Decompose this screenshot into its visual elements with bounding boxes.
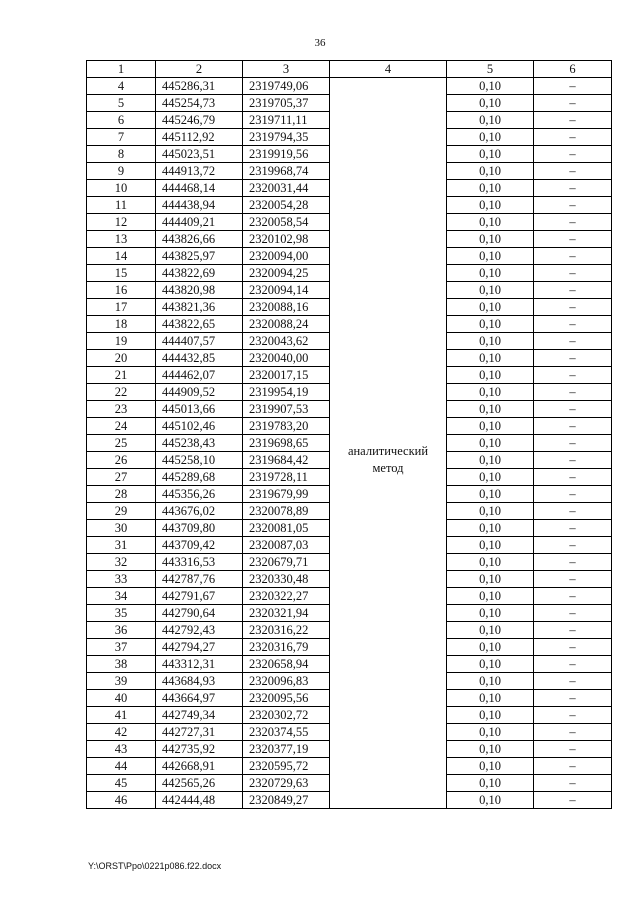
note-cell: – xyxy=(534,435,612,452)
y-coordinate-cell: 2320058,54 xyxy=(243,214,330,231)
note-cell: – xyxy=(534,282,612,299)
point-number-cell: 33 xyxy=(87,571,156,588)
accuracy-cell: 0,10 xyxy=(447,146,534,163)
x-coordinate-cell: 442565,26 xyxy=(156,775,243,792)
x-coordinate-cell: 443664,97 xyxy=(156,690,243,707)
accuracy-cell: 0,10 xyxy=(447,95,534,112)
footer-file-path: Y:\ORST\Ppo\0221p086.f22.docx xyxy=(88,861,222,871)
y-coordinate-cell: 2319711,11 xyxy=(243,112,330,129)
y-coordinate-cell: 2320096,83 xyxy=(243,673,330,690)
point-number-cell: 43 xyxy=(87,741,156,758)
point-number-cell: 42 xyxy=(87,724,156,741)
x-coordinate-cell: 445254,73 xyxy=(156,95,243,112)
y-coordinate-cell: 2320088,16 xyxy=(243,299,330,316)
x-coordinate-cell: 444409,21 xyxy=(156,214,243,231)
x-coordinate-cell: 444909,52 xyxy=(156,384,243,401)
accuracy-cell: 0,10 xyxy=(447,741,534,758)
note-cell: – xyxy=(534,537,612,554)
x-coordinate-cell: 445289,68 xyxy=(156,469,243,486)
y-coordinate-cell: 2320081,05 xyxy=(243,520,330,537)
note-cell: – xyxy=(534,503,612,520)
x-coordinate-cell: 444468,14 xyxy=(156,180,243,197)
note-cell: – xyxy=(534,775,612,792)
y-coordinate-cell: 2320102,98 xyxy=(243,231,330,248)
point-number-cell: 44 xyxy=(87,758,156,775)
note-cell: – xyxy=(534,384,612,401)
header-cell: 5 xyxy=(447,61,534,78)
y-coordinate-cell: 2320595,72 xyxy=(243,758,330,775)
note-cell: – xyxy=(534,129,612,146)
note-cell: – xyxy=(534,588,612,605)
accuracy-cell: 0,10 xyxy=(447,503,534,520)
point-number-cell: 45 xyxy=(87,775,156,792)
note-cell: – xyxy=(534,214,612,231)
x-coordinate-cell: 445013,66 xyxy=(156,401,243,418)
note-cell: – xyxy=(534,316,612,333)
point-number-cell: 17 xyxy=(87,299,156,316)
y-coordinate-cell: 2319919,56 xyxy=(243,146,330,163)
y-coordinate-cell: 2320322,27 xyxy=(243,588,330,605)
method-label-line: метод xyxy=(372,461,404,475)
point-number-cell: 8 xyxy=(87,146,156,163)
y-coordinate-cell: 2320658,94 xyxy=(243,656,330,673)
x-coordinate-cell: 443684,93 xyxy=(156,673,243,690)
accuracy-cell: 0,10 xyxy=(447,758,534,775)
y-coordinate-cell: 2320078,89 xyxy=(243,503,330,520)
point-number-cell: 41 xyxy=(87,707,156,724)
accuracy-cell: 0,10 xyxy=(447,129,534,146)
point-number-cell: 9 xyxy=(87,163,156,180)
note-cell: – xyxy=(534,78,612,95)
accuracy-cell: 0,10 xyxy=(447,112,534,129)
note-cell: – xyxy=(534,299,612,316)
y-coordinate-cell: 2320679,71 xyxy=(243,554,330,571)
method-cell xyxy=(330,78,447,809)
point-number-cell: 34 xyxy=(87,588,156,605)
x-coordinate-cell: 443822,69 xyxy=(156,265,243,282)
x-coordinate-cell: 444407,57 xyxy=(156,333,243,350)
note-cell: – xyxy=(534,741,612,758)
point-number-cell: 14 xyxy=(87,248,156,265)
x-coordinate-cell: 442727,31 xyxy=(156,724,243,741)
accuracy-cell: 0,10 xyxy=(447,299,534,316)
y-coordinate-cell: 2320321,94 xyxy=(243,605,330,622)
x-coordinate-cell: 444438,94 xyxy=(156,197,243,214)
y-coordinate-cell: 2320088,24 xyxy=(243,316,330,333)
accuracy-cell: 0,10 xyxy=(447,418,534,435)
point-number-cell: 35 xyxy=(87,605,156,622)
point-number-cell: 23 xyxy=(87,401,156,418)
y-coordinate-cell: 2320377,19 xyxy=(243,741,330,758)
accuracy-cell: 0,10 xyxy=(447,265,534,282)
header-cell: 4 xyxy=(330,61,447,78)
accuracy-cell: 0,10 xyxy=(447,690,534,707)
note-cell: – xyxy=(534,605,612,622)
x-coordinate-cell: 445238,43 xyxy=(156,435,243,452)
accuracy-cell: 0,10 xyxy=(447,520,534,537)
note-cell: – xyxy=(534,452,612,469)
accuracy-cell: 0,10 xyxy=(447,724,534,741)
y-coordinate-cell: 2319705,37 xyxy=(243,95,330,112)
note-cell: – xyxy=(534,248,612,265)
note-cell: – xyxy=(534,792,612,809)
note-cell: – xyxy=(534,554,612,571)
point-number-cell: 21 xyxy=(87,367,156,384)
point-number-cell: 28 xyxy=(87,486,156,503)
x-coordinate-cell: 443825,97 xyxy=(156,248,243,265)
note-cell: – xyxy=(534,367,612,384)
note-cell: – xyxy=(534,571,612,588)
y-coordinate-cell: 2320094,00 xyxy=(243,248,330,265)
method-label-line: аналитический xyxy=(347,444,429,458)
y-coordinate-cell: 2319728,11 xyxy=(243,469,330,486)
x-coordinate-cell: 445258,10 xyxy=(156,452,243,469)
point-number-cell: 18 xyxy=(87,316,156,333)
header-cell: 2 xyxy=(156,61,243,78)
note-cell: – xyxy=(534,401,612,418)
point-number-cell: 25 xyxy=(87,435,156,452)
note-cell: – xyxy=(534,180,612,197)
y-coordinate-cell: 2319698,65 xyxy=(243,435,330,452)
accuracy-cell: 0,10 xyxy=(447,486,534,503)
x-coordinate-cell: 443676,02 xyxy=(156,503,243,520)
accuracy-cell: 0,10 xyxy=(447,316,534,333)
point-number-cell: 24 xyxy=(87,418,156,435)
point-number-cell: 13 xyxy=(87,231,156,248)
header-cell: 6 xyxy=(534,61,612,78)
point-number-cell: 20 xyxy=(87,350,156,367)
x-coordinate-cell: 443826,66 xyxy=(156,231,243,248)
note-cell: – xyxy=(534,622,612,639)
y-coordinate-cell: 2319684,42 xyxy=(243,452,330,469)
point-number-cell: 40 xyxy=(87,690,156,707)
note-cell: – xyxy=(534,231,612,248)
note-cell: – xyxy=(534,95,612,112)
point-number-cell: 4 xyxy=(87,78,156,95)
y-coordinate-cell: 2320316,79 xyxy=(243,639,330,656)
accuracy-cell: 0,10 xyxy=(447,248,534,265)
x-coordinate-cell: 445246,79 xyxy=(156,112,243,129)
header-cell: 1 xyxy=(87,61,156,78)
x-coordinate-cell: 442668,91 xyxy=(156,758,243,775)
point-number-cell: 38 xyxy=(87,656,156,673)
note-cell: – xyxy=(534,418,612,435)
accuracy-cell: 0,10 xyxy=(447,435,534,452)
note-cell: – xyxy=(534,690,612,707)
note-cell: – xyxy=(534,146,612,163)
y-coordinate-cell: 2320087,03 xyxy=(243,537,330,554)
point-number-cell: 15 xyxy=(87,265,156,282)
x-coordinate-cell: 443822,65 xyxy=(156,316,243,333)
y-coordinate-cell: 2319968,74 xyxy=(243,163,330,180)
point-number-cell: 5 xyxy=(87,95,156,112)
accuracy-cell: 0,10 xyxy=(447,537,534,554)
accuracy-cell: 0,10 xyxy=(447,639,534,656)
page-number: 36 xyxy=(314,37,326,49)
y-coordinate-cell: 2319679,99 xyxy=(243,486,330,503)
x-coordinate-cell: 442790,64 xyxy=(156,605,243,622)
y-coordinate-cell: 2320095,56 xyxy=(243,690,330,707)
point-number-cell: 7 xyxy=(87,129,156,146)
point-number-cell: 6 xyxy=(87,112,156,129)
x-coordinate-cell: 445112,92 xyxy=(156,129,243,146)
point-number-cell: 19 xyxy=(87,333,156,350)
point-number-cell: 37 xyxy=(87,639,156,656)
note-cell: – xyxy=(534,707,612,724)
y-coordinate-cell: 2320094,14 xyxy=(243,282,330,299)
point-number-cell: 12 xyxy=(87,214,156,231)
y-coordinate-cell: 2320040,00 xyxy=(243,350,330,367)
accuracy-cell: 0,10 xyxy=(447,469,534,486)
point-number-cell: 27 xyxy=(87,469,156,486)
x-coordinate-cell: 445102,46 xyxy=(156,418,243,435)
point-number-cell: 32 xyxy=(87,554,156,571)
table-row xyxy=(87,78,612,95)
x-coordinate-cell: 442787,76 xyxy=(156,571,243,588)
accuracy-cell: 0,10 xyxy=(447,622,534,639)
point-number-cell: 22 xyxy=(87,384,156,401)
x-coordinate-cell: 443820,98 xyxy=(156,282,243,299)
x-coordinate-cell: 444432,85 xyxy=(156,350,243,367)
note-cell: – xyxy=(534,520,612,537)
note-cell: – xyxy=(534,656,612,673)
y-coordinate-cell: 2320316,22 xyxy=(243,622,330,639)
accuracy-cell: 0,10 xyxy=(447,775,534,792)
note-cell: – xyxy=(534,163,612,180)
y-coordinate-cell: 2320054,28 xyxy=(243,197,330,214)
note-cell: – xyxy=(534,265,612,282)
point-number-cell: 16 xyxy=(87,282,156,299)
coordinates-table xyxy=(86,60,612,809)
y-coordinate-cell: 2320031,44 xyxy=(243,180,330,197)
y-coordinate-cell: 2319783,20 xyxy=(243,418,330,435)
accuracy-cell: 0,10 xyxy=(447,197,534,214)
accuracy-cell: 0,10 xyxy=(447,163,534,180)
point-number-cell: 26 xyxy=(87,452,156,469)
x-coordinate-cell: 445356,26 xyxy=(156,486,243,503)
accuracy-cell: 0,10 xyxy=(447,282,534,299)
header-cell: 3 xyxy=(243,61,330,78)
point-number-cell: 31 xyxy=(87,537,156,554)
table-header-row xyxy=(87,61,612,78)
accuracy-cell: 0,10 xyxy=(447,605,534,622)
accuracy-cell: 0,10 xyxy=(447,571,534,588)
x-coordinate-cell: 442794,27 xyxy=(156,639,243,656)
accuracy-cell: 0,10 xyxy=(447,350,534,367)
note-cell: – xyxy=(534,333,612,350)
point-number-cell: 39 xyxy=(87,673,156,690)
y-coordinate-cell: 2320849,27 xyxy=(243,792,330,809)
accuracy-cell: 0,10 xyxy=(447,588,534,605)
x-coordinate-cell: 443312,31 xyxy=(156,656,243,673)
note-cell: – xyxy=(534,724,612,741)
note-cell: – xyxy=(534,350,612,367)
x-coordinate-cell: 442444,48 xyxy=(156,792,243,809)
note-cell: – xyxy=(534,758,612,775)
y-coordinate-cell: 2320094,25 xyxy=(243,265,330,282)
x-coordinate-cell: 443709,42 xyxy=(156,537,243,554)
point-number-cell: 10 xyxy=(87,180,156,197)
accuracy-cell: 0,10 xyxy=(447,214,534,231)
point-number-cell: 30 xyxy=(87,520,156,537)
accuracy-cell: 0,10 xyxy=(447,452,534,469)
x-coordinate-cell: 443821,36 xyxy=(156,299,243,316)
x-coordinate-cell: 443709,80 xyxy=(156,520,243,537)
accuracy-cell: 0,10 xyxy=(447,707,534,724)
y-coordinate-cell: 2319749,06 xyxy=(243,78,330,95)
accuracy-cell: 0,10 xyxy=(447,78,534,95)
note-cell: – xyxy=(534,197,612,214)
y-coordinate-cell: 2319954,19 xyxy=(243,384,330,401)
accuracy-cell: 0,10 xyxy=(447,367,534,384)
accuracy-cell: 0,10 xyxy=(447,333,534,350)
accuracy-cell: 0,10 xyxy=(447,792,534,809)
point-number-cell: 29 xyxy=(87,503,156,520)
y-coordinate-cell: 2320017,15 xyxy=(243,367,330,384)
x-coordinate-cell: 445023,51 xyxy=(156,146,243,163)
note-cell: – xyxy=(534,639,612,656)
x-coordinate-cell: 445286,31 xyxy=(156,78,243,95)
note-cell: – xyxy=(534,486,612,503)
accuracy-cell: 0,10 xyxy=(447,673,534,690)
x-coordinate-cell: 444462,07 xyxy=(156,367,243,384)
y-coordinate-cell: 2319794,35 xyxy=(243,129,330,146)
y-coordinate-cell: 2320330,48 xyxy=(243,571,330,588)
y-coordinate-cell: 2320302,72 xyxy=(243,707,330,724)
note-cell: – xyxy=(534,469,612,486)
accuracy-cell: 0,10 xyxy=(447,180,534,197)
x-coordinate-cell: 442792,43 xyxy=(156,622,243,639)
y-coordinate-cell: 2320043,62 xyxy=(243,333,330,350)
accuracy-cell: 0,10 xyxy=(447,384,534,401)
accuracy-cell: 0,10 xyxy=(447,231,534,248)
y-coordinate-cell: 2320729,63 xyxy=(243,775,330,792)
x-coordinate-cell: 442735,92 xyxy=(156,741,243,758)
y-coordinate-cell: 2320374,55 xyxy=(243,724,330,741)
note-cell: – xyxy=(534,112,612,129)
note-cell: – xyxy=(534,673,612,690)
accuracy-cell: 0,10 xyxy=(447,656,534,673)
point-number-cell: 46 xyxy=(87,792,156,809)
x-coordinate-cell: 442791,67 xyxy=(156,588,243,605)
x-coordinate-cell: 443316,53 xyxy=(156,554,243,571)
y-coordinate-cell: 2319907,53 xyxy=(243,401,330,418)
point-number-cell: 11 xyxy=(87,197,156,214)
x-coordinate-cell: 442749,34 xyxy=(156,707,243,724)
table-body xyxy=(87,78,612,809)
accuracy-cell: 0,10 xyxy=(447,554,534,571)
point-number-cell: 36 xyxy=(87,622,156,639)
accuracy-cell: 0,10 xyxy=(447,401,534,418)
x-coordinate-cell: 444913,72 xyxy=(156,163,243,180)
